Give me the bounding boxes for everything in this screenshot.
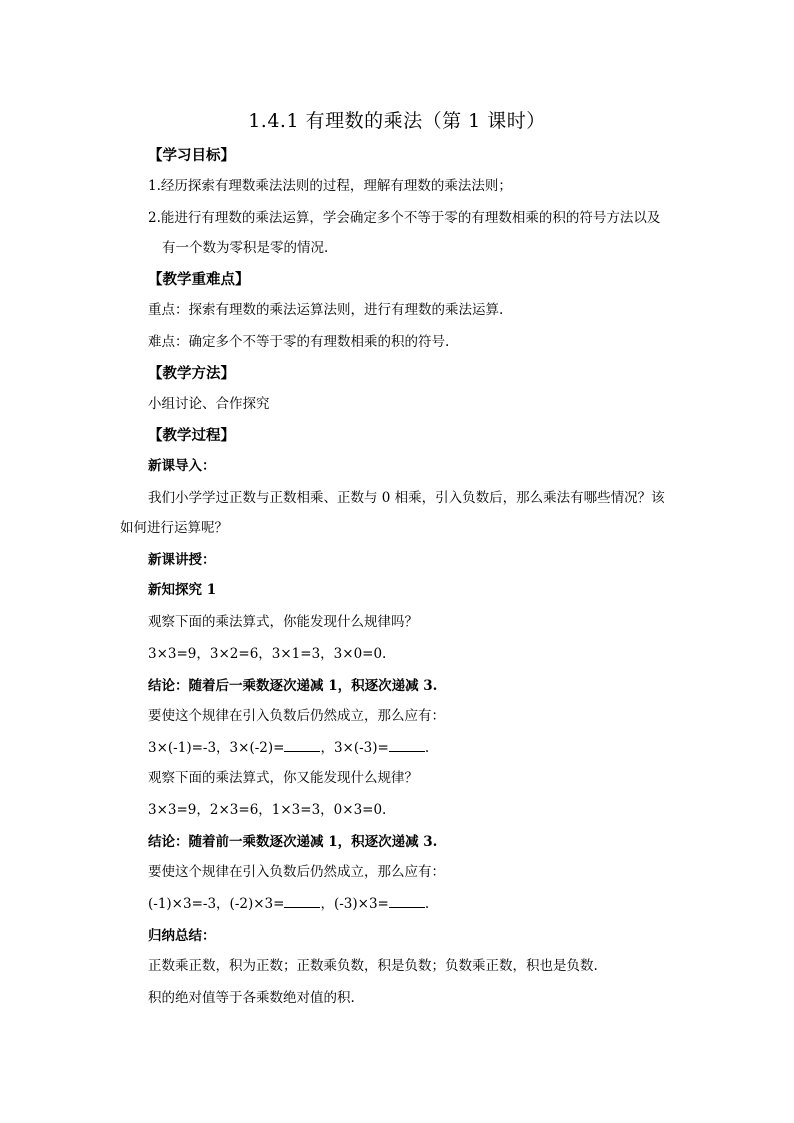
fill-text: 3×(-1)=-3，3×(-2)= xyxy=(148,740,285,756)
conclusion-2: 结论：随着前一乘数逐次递减 1，积逐次递减 3. xyxy=(148,834,438,850)
conclusion-1: 结论：随着后一乘数逐次递减 1，积逐次递减 3. xyxy=(148,678,438,694)
answer-blank[interactable] xyxy=(284,894,320,908)
fill-blank-row-1 xyxy=(148,738,429,758)
fill-text: (-1)×3=-3，(-2)×3= xyxy=(148,896,285,912)
apply-prompt-1: 要使这个规律在引入负数后仍然成立，那么应有： xyxy=(148,708,445,724)
goal-item-2-continued: 有一个数为零积是零的情况. xyxy=(162,240,329,256)
section-heading-goals: 【学习目标】 xyxy=(148,147,235,164)
intro-paragraph-line-1: 我们小学学过正数与正数相乘、正数与 0 相乘，引入负数后，那么乘法有哪些情况？该 xyxy=(148,490,665,506)
goal-item-1: 1.经历探索有理数乘法法则的过程，理解有理数的乘法法则； xyxy=(148,178,512,194)
section-heading-methods: 【教学方法】 xyxy=(148,365,235,382)
summary-line-2: 积的绝对值等于各乘数绝对值的积. xyxy=(148,990,355,1006)
fill-text: . xyxy=(424,896,430,912)
expression-row-2: 3×3=9，2×3=6，1×3=3，0×3=0. xyxy=(148,802,387,818)
answer-blank[interactable] xyxy=(389,894,425,908)
section-heading-process: 【教学过程】 xyxy=(148,427,235,444)
goal-item-2: 2.能进行有理数的乘法运算，学会确定多个不等于零的有理数相乘的积的符号方法以及 xyxy=(148,210,661,226)
fill-blank-row-2 xyxy=(148,894,429,914)
summary-heading: 归纳总结： xyxy=(148,928,216,944)
intro-heading: 新课导入： xyxy=(148,458,216,474)
method-text: 小组讨论、合作探究 xyxy=(148,396,270,412)
summary-line-1: 正数乘正数，积为正数；正数乘负数，积是负数；负数乘正数，积也是负数. xyxy=(148,958,598,974)
page-title: 1.4.1 有理数的乘法（第 1 课时） xyxy=(248,110,546,132)
fill-text: ，3×(-3)= xyxy=(320,740,389,756)
lecture-heading: 新课讲授： xyxy=(148,552,216,568)
observe-prompt-1: 观察下面的乘法算式，你能发现什么规律吗？ xyxy=(148,614,418,630)
difficult-point: 难点：确定多个不等于零的有理数相乘的积的符号. xyxy=(148,334,450,350)
key-point: 重点：探索有理数的乘法运算法则，进行有理数的乘法运算. xyxy=(148,302,504,318)
explore-heading: 新知探究 1 xyxy=(148,582,217,598)
answer-blank[interactable] xyxy=(284,738,320,752)
apply-prompt-2: 要使这个规律在引入负数后仍然成立，那么应有： xyxy=(148,864,445,880)
intro-paragraph-line-2: 如何进行运算呢？ xyxy=(120,520,228,536)
observe-prompt-2: 观察下面的乘法算式，你又能发现什么规律？ xyxy=(148,770,418,786)
fill-text: ，(-3)×3= xyxy=(320,896,389,912)
section-heading-key-points: 【教学重难点】 xyxy=(148,271,250,288)
fill-text: . xyxy=(424,740,430,756)
expression-row-1: 3×3=9，3×2=6，3×1=3，3×0=0. xyxy=(148,646,387,662)
answer-blank[interactable] xyxy=(389,738,425,752)
